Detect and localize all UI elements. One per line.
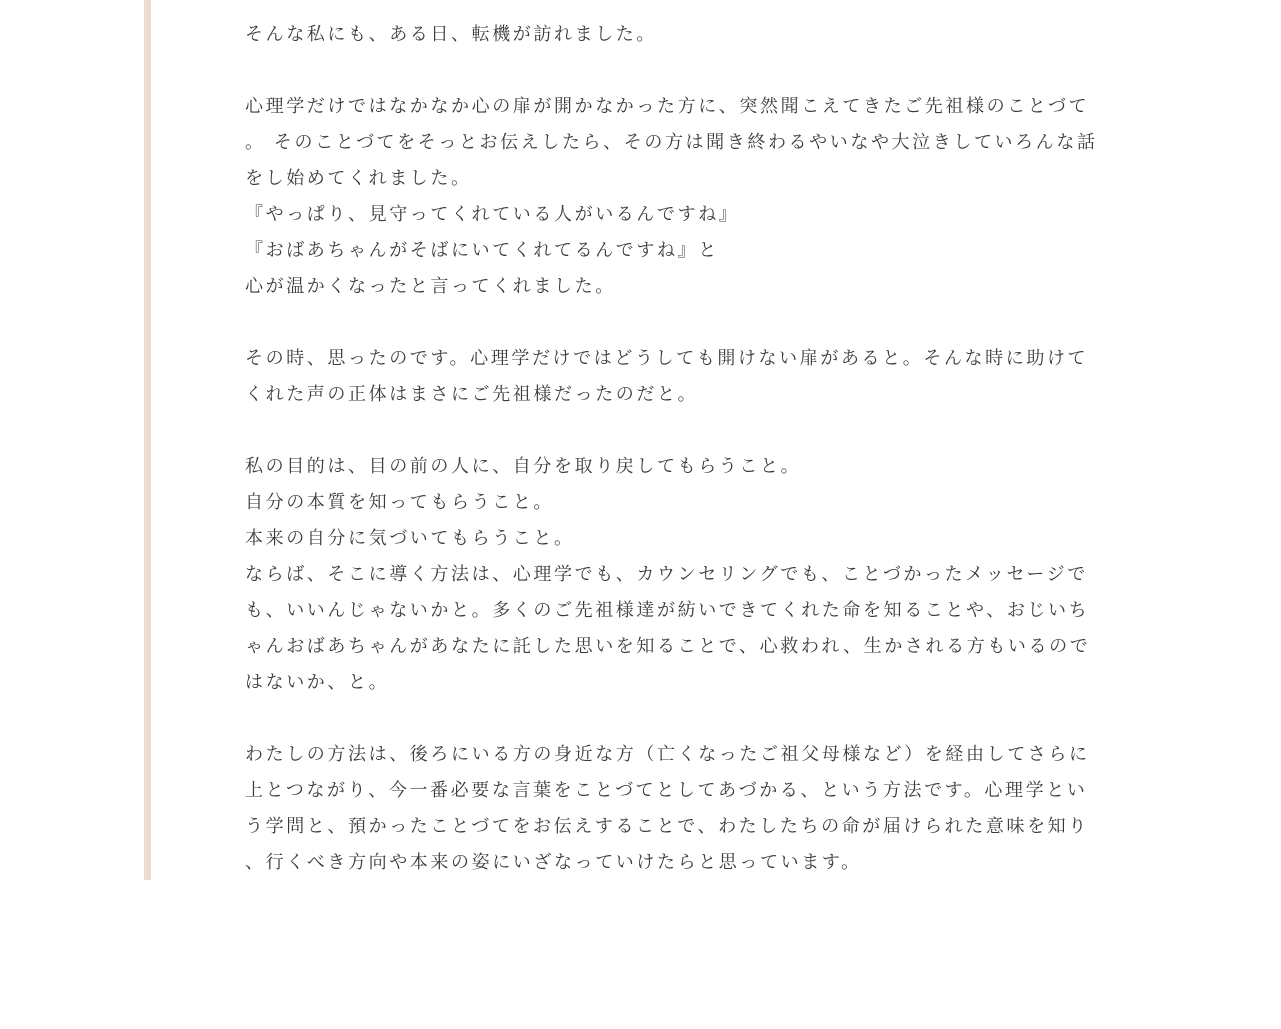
article-line: 上とつながり、今一番必要な言葉をことづてとしてあづかる、という方法です。心理学とい	[245, 780, 1088, 801]
article-line: う学問と、預かったことづてをお伝えすることで、わたしたちの命が届けられた意味を知り	[245, 816, 1089, 837]
article-line: 本来の自分に気づいてもらうこと。	[245, 528, 575, 549]
article-line: くれた声の正体はまさにご先祖様だったのだと。	[245, 384, 699, 405]
article-line: 私の目的は、目の前の人に、自分を取り戻してもらうこと。	[245, 456, 802, 477]
article-line: 心が温かくなったと言ってくれました。	[245, 276, 616, 297]
article-line: 、行くべき方向や本来の姿にいざなっていけたらと思っています。	[245, 852, 862, 873]
article-line: その時、思ったのです。心理学だけではどうしても開けない扉があると。そんな時に助けて	[245, 348, 1089, 369]
article-line: そんな私にも、ある日、転機が訪れました。	[245, 24, 657, 45]
article-line: 『おばあちゃんがそばにいてくれてるんですね』と	[245, 240, 719, 261]
article-blank-line	[245, 413, 1115, 449]
article-line: 心理学だけではなかなか心の扉が開かなかった方に、突然聞こえてきたご先祖様のことづて	[245, 96, 1090, 117]
article-line: をし始めてくれました。	[245, 168, 472, 189]
accent-bar	[144, 0, 151, 880]
article-line: 自分の本質を知ってもらうこと。	[245, 492, 554, 513]
article-line: も、いいんじゃないかと。多くのご先祖様達が紡いできてくれた命を知ることや、おじいち	[245, 600, 1090, 621]
article-line: わたしの方法は、後ろにいる方の身近な方（亡くなったご祖父母様など）を経由してさらに	[245, 744, 1090, 765]
article-blank-line	[245, 305, 1115, 341]
article-line: はないか、と。	[245, 672, 390, 693]
article-blank-line	[245, 701, 1115, 737]
article-line: 『やっぱり、見守ってくれている人がいるんですね』	[245, 204, 740, 225]
article-line: ゃんおばあちゃんがあなたに託した思いを知ることで、心救われ、生かされる方もいるので	[245, 636, 1091, 657]
article-line: 。 そのことづてをそっとお伝えしたら、その方は聞き終わるやいなや大泣きしていろんな話	[245, 132, 1098, 153]
article-line: ならば、そこに導く方法は、心理学でも、カウンセリングでも、ことづかったメッセージで	[245, 564, 1088, 585]
article-blank-line	[245, 53, 1115, 89]
article-body	[245, 17, 1115, 881]
